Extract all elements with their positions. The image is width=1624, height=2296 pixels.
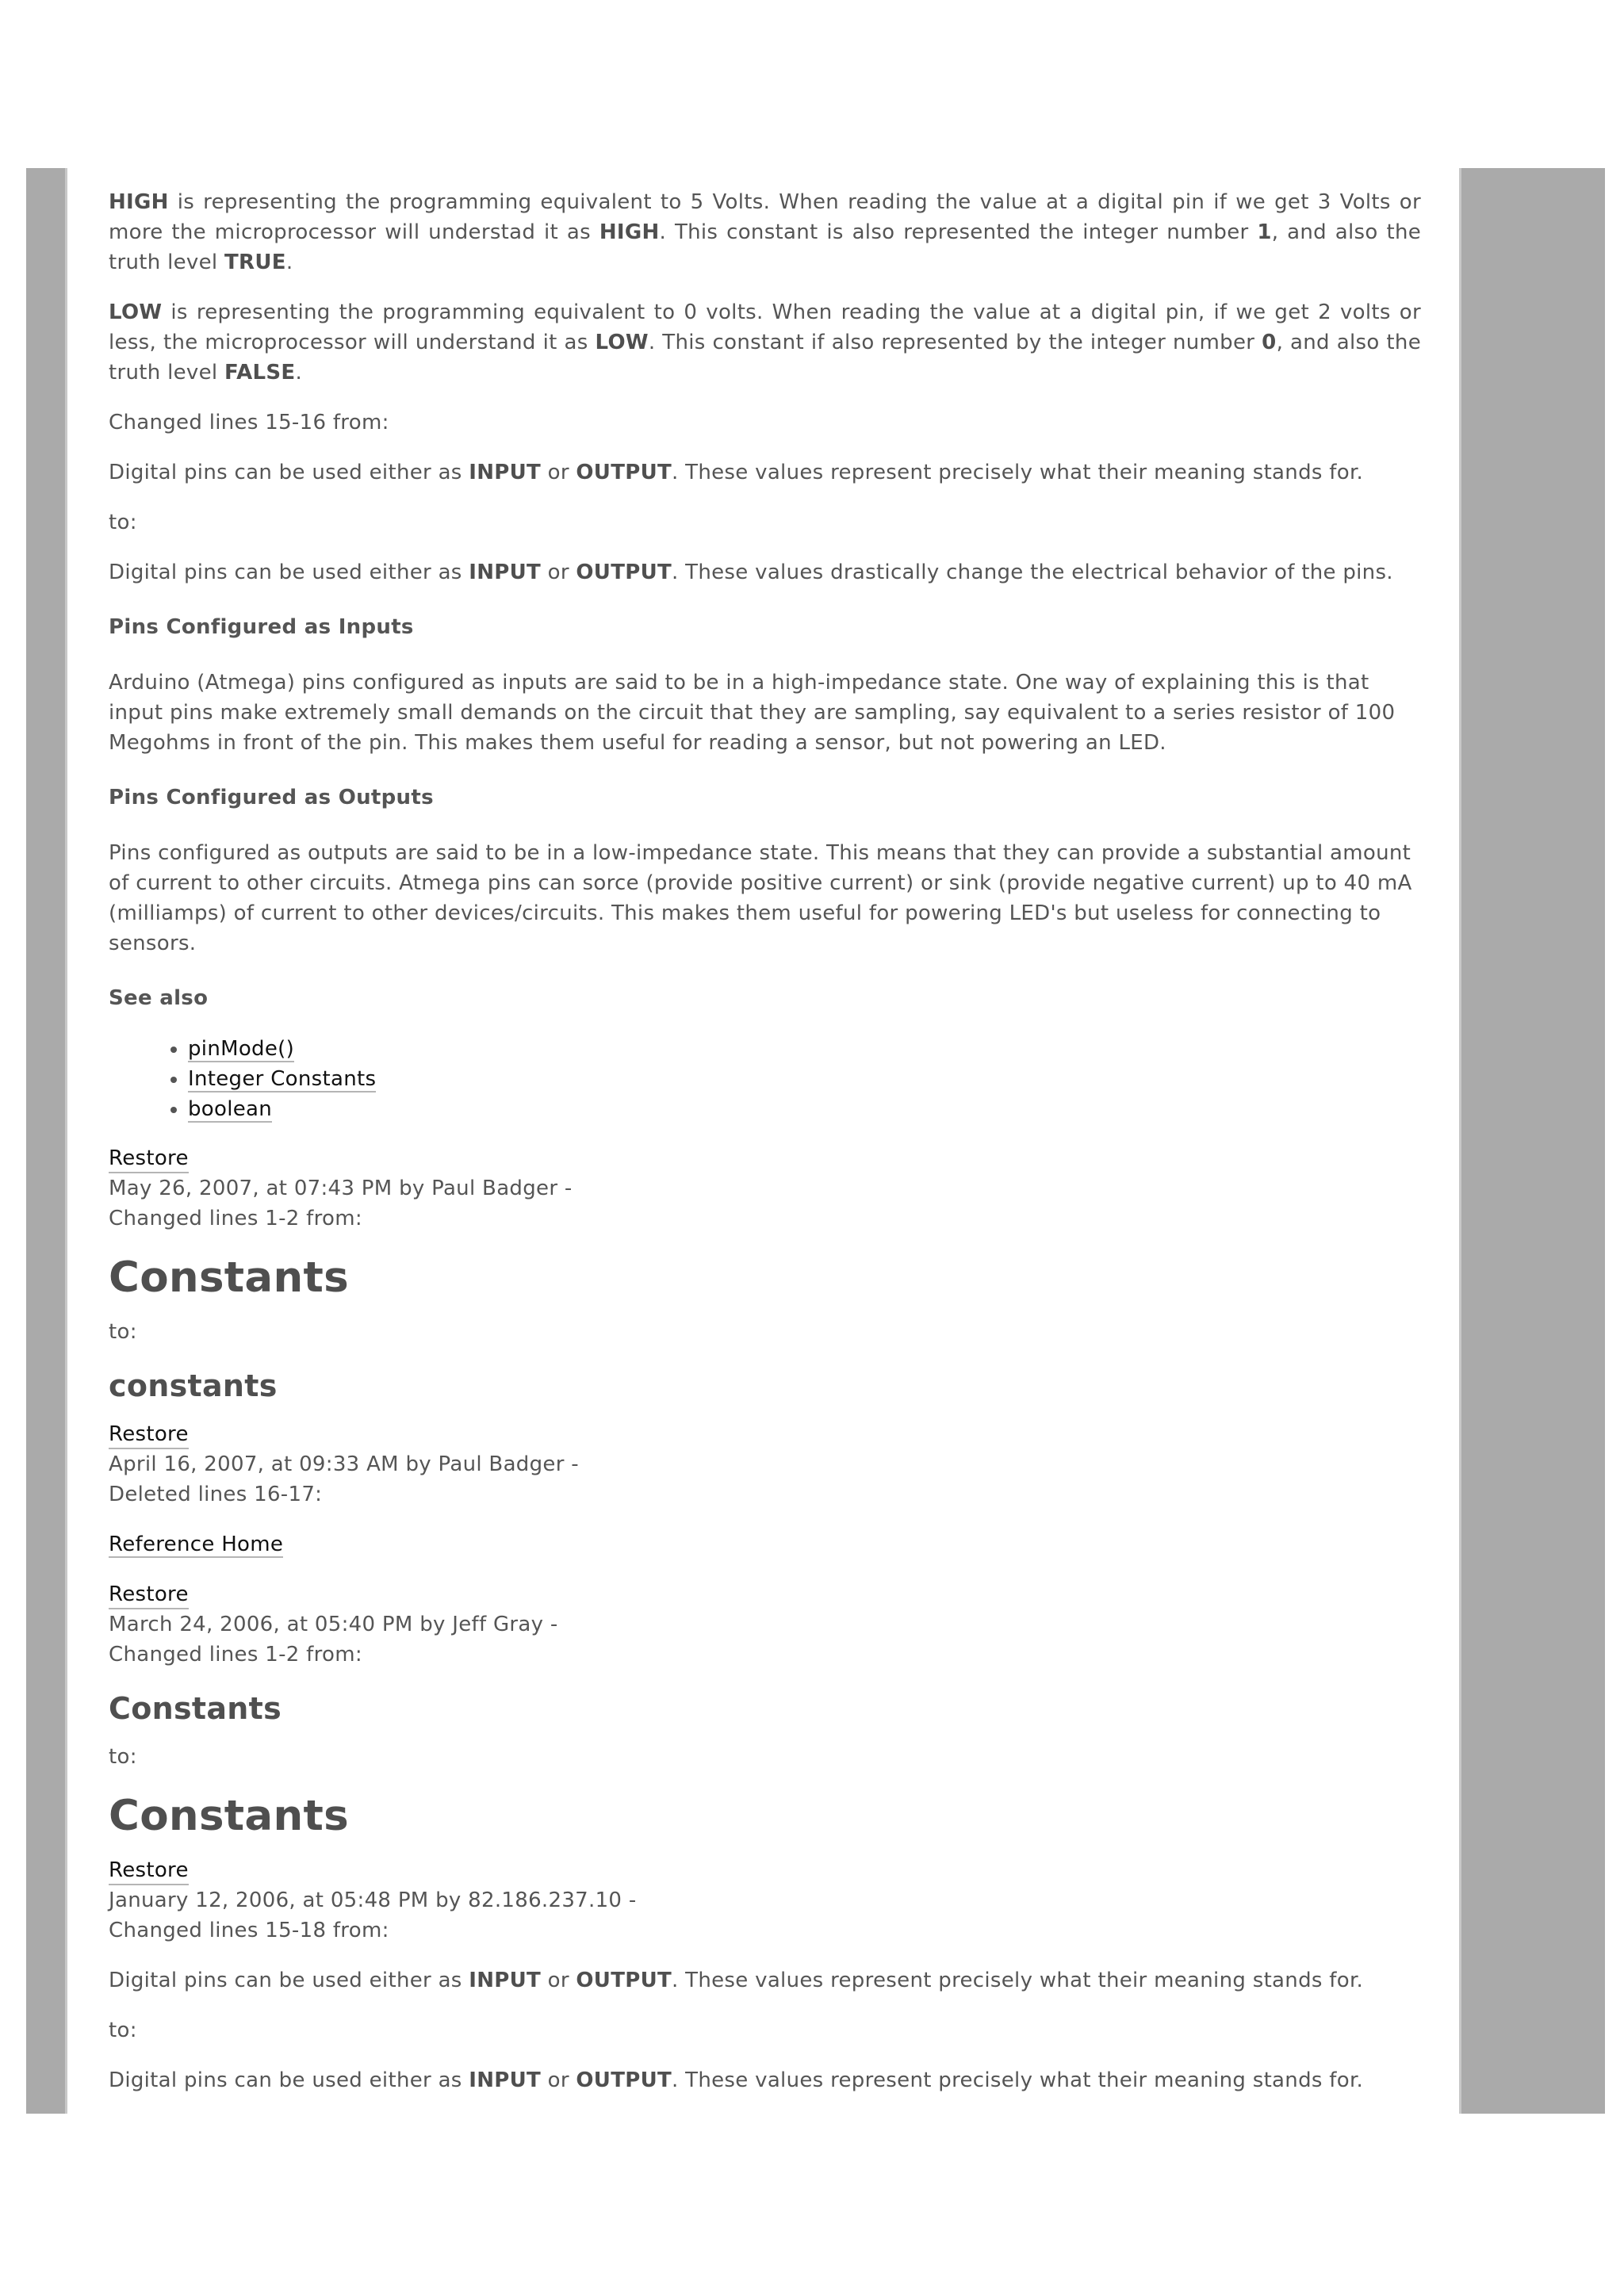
text-run: . These values represent precisely what their meaning stands for. <box>672 461 1364 484</box>
new-title: Constants <box>109 1792 349 1840</box>
input-term: INPUT <box>469 461 542 484</box>
outputs-heading: Pins Configured as Outputs <box>109 786 434 809</box>
input-term: INPUT <box>469 2068 542 2092</box>
left-sidebar-bar <box>26 168 67 2114</box>
list-item <box>188 1064 1421 1094</box>
text-run: Digital pins can be used either as <box>109 2068 469 2092</box>
restore-link[interactable]: Restore <box>109 1581 189 1609</box>
text-run: . This constant if also represented by the integer number <box>648 331 1262 354</box>
page-content <box>109 187 1421 2115</box>
pinmode-link[interactable]: pinMode() <box>188 1037 295 1061</box>
revision-change: Deleted lines 16-17: <box>109 1483 323 1506</box>
integer-value: 1 <box>1257 220 1272 244</box>
outputs-text: Pins configured as outputs are said to be in a low-impedance state. This means that they can provide a substantial amount of current to other circuits. Atmega pins can sorce (provide positive current) or sink (provide negative current) up to 40 mA (milliamps) of current to other devices/circuits. This makes them useful for powering LED's but useless for connecting to sensors. <box>109 841 1412 955</box>
revision-change: Changed lines 1-2 from: <box>109 1207 362 1230</box>
text-run: Digital pins can be used either as <box>109 561 469 584</box>
text-run: is representing the programming equivalent to 5 Volts. When reading the value at a digital pin if we get 3 Volts or more the microprocessor will understad it as <box>109 190 1421 244</box>
new-title: constants <box>109 1368 278 1403</box>
output-term: OUTPUT <box>576 1969 672 1992</box>
text-run: or <box>541 1969 576 1992</box>
high-term: HIGH <box>109 190 169 214</box>
text-run: . <box>285 251 293 274</box>
truth-term: FALSE <box>224 361 296 385</box>
truth-term: TRUE <box>224 251 286 274</box>
revision-change: Changed lines 15-18 from: <box>109 1919 389 1942</box>
right-sidebar-bar <box>1459 168 1605 2114</box>
to-label: to: <box>109 1320 137 1344</box>
reference-home-paragraph <box>109 1529 1421 1559</box>
text-run: Digital pins can be used either as <box>109 1969 469 1992</box>
text-run: or <box>541 561 576 584</box>
digital-pins-new <box>109 2065 1421 2095</box>
input-term: INPUT <box>469 1969 542 1992</box>
low-term: LOW <box>595 331 649 354</box>
high-paragraph <box>109 187 1421 277</box>
revision-meta: January 12, 2006, at 05:48 PM by 82.186.237.10 - <box>109 1888 637 1912</box>
text-run: . These values represent precisely what their meaning stands for. <box>672 2068 1364 2092</box>
see-also-heading: See also <box>109 986 209 1010</box>
high-term: HIGH <box>599 220 660 244</box>
digital-pins-old <box>109 457 1421 488</box>
revision-meta: May 26, 2007, at 07:43 PM by Paul Badger - <box>109 1177 573 1200</box>
integer-constants-link[interactable]: Integer Constants <box>188 1067 377 1091</box>
output-term: OUTPUT <box>576 461 672 484</box>
changed-lines-15-16: Changed lines 15-16 from: <box>109 411 389 434</box>
text-run: . This constant is also represented the integer number <box>659 220 1258 244</box>
text-run: . <box>295 361 303 385</box>
revision-entry <box>109 1419 1421 1510</box>
old-title: Constants <box>109 1691 282 1726</box>
output-term: OUTPUT <box>576 561 672 584</box>
text-run: or <box>541 461 576 484</box>
digital-pins-old <box>109 1965 1421 1996</box>
inputs-heading: Pins Configured as Inputs <box>109 615 414 639</box>
inputs-text: Arduino (Atmega) pins configured as inputs are said to be in a high-impedance state. One way of explaining this is that input pins make extremely small demands on the circuit that they are sampling, say equivalent to a series resistor of 100 Megohms in front of the pin. This makes them useful for reading a sensor, but not powering an LED. <box>109 671 1396 755</box>
text-run: , and also the truth level <box>109 331 1422 385</box>
text-run: . These values drastically change the electrical behavior of the pins. <box>672 561 1393 584</box>
input-term: INPUT <box>469 561 542 584</box>
revision-meta: March 24, 2006, at 05:40 PM by Jeff Gray - <box>109 1613 558 1636</box>
reference-home-link[interactable]: Reference Home <box>109 1533 284 1556</box>
text-run: or <box>541 2068 576 2092</box>
low-paragraph <box>109 297 1421 388</box>
text-run: . These values represent precisely what their meaning stands for. <box>672 1969 1364 1992</box>
to-label: to: <box>109 1745 137 1769</box>
text-run: , and also the truth level <box>109 220 1422 274</box>
revision-change: Changed lines 1-2 from: <box>109 1643 362 1667</box>
to-label: to: <box>109 511 137 534</box>
integer-value: 0 <box>1262 331 1277 354</box>
see-also-list <box>109 1034 1421 1124</box>
boolean-link[interactable]: boolean <box>188 1097 273 1121</box>
restore-link[interactable]: Restore <box>109 1421 189 1449</box>
list-item <box>188 1034 1421 1064</box>
revision-entry <box>109 1579 1421 1670</box>
revision-entry <box>109 1143 1421 1234</box>
digital-pins-new <box>109 557 1421 587</box>
old-title: Constants <box>109 1253 349 1302</box>
to-label: to: <box>109 2019 137 2042</box>
text-run: Digital pins can be used either as <box>109 461 469 484</box>
output-term: OUTPUT <box>576 2068 672 2092</box>
list-item <box>188 1094 1421 1124</box>
text-run: is representing the programming equivalent to 0 volts. When reading the value at a digital pin, if we get 2 volts or less, the microprocessor will understand it as <box>109 300 1421 354</box>
restore-link[interactable]: Restore <box>109 1857 189 1885</box>
revision-meta: April 16, 2007, at 09:33 AM by Paul Badger - <box>109 1452 579 1476</box>
low-term: LOW <box>109 300 163 324</box>
revision-entry <box>109 1855 1421 1946</box>
restore-link[interactable]: Restore <box>109 1145 189 1173</box>
